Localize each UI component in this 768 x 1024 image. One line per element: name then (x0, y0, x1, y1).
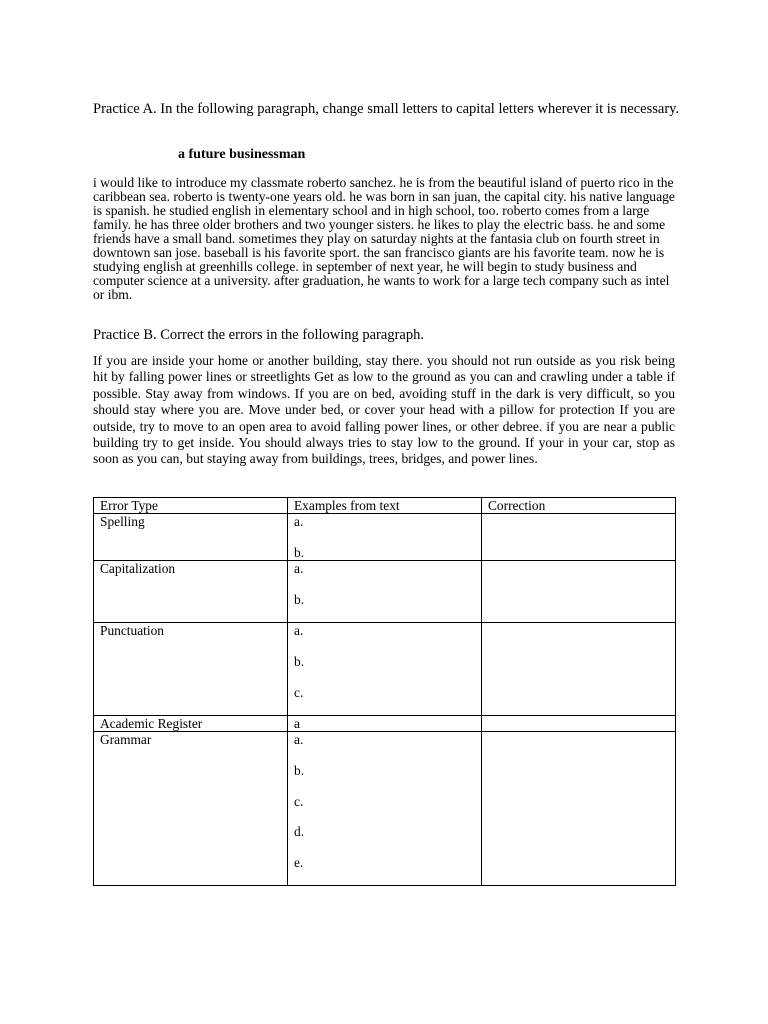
practice-b-paragraph (93, 353, 675, 468)
correction-cell[interactable] (482, 561, 676, 623)
correction-cell[interactable] (482, 732, 676, 886)
table-row (94, 732, 676, 886)
error-type-cell: Spelling (94, 514, 288, 561)
example-line: b. (294, 763, 305, 779)
example-line (294, 840, 475, 855)
table-row (94, 561, 676, 623)
correction-cell[interactable] (482, 716, 676, 732)
error-type-cell: Academic Register (94, 716, 288, 732)
example-line (294, 669, 475, 684)
example-line (294, 530, 475, 545)
example-line (294, 809, 475, 824)
example-line (294, 576, 475, 591)
header-correction: Correction (482, 498, 676, 514)
example-line (294, 748, 475, 763)
error-type-cell: Grammar (94, 732, 288, 886)
example-line: a. (294, 561, 304, 577)
example-line: e. (294, 854, 304, 870)
example-line (294, 639, 475, 654)
example-line (294, 607, 475, 622)
example-line: a. (294, 732, 304, 748)
practice-a-instruction: Practice A. In the following paragraph, change small letters to capital letters wherever it is necessary. (93, 101, 680, 117)
example-line: b. (294, 653, 305, 669)
examples-cell (288, 716, 482, 732)
practice-a-paragraph-text: i would like to introduce my classmate roberto sanchez. he is from the beautiful island of puerto rico in the caribbean sea. roberto is twenty-one years old. he was born in san juan, the capital city. his native language is spanish. he studied english in elementary school and in high school, too. roberto comes from a large family. he has three older brothers and two younger sisters. he likes to play the electric bass. he and some friends have a small band. sometimes they play on saturday nights at the fantasia club on fourth street in downtown san jose. baseball is his favorite sport. the san francisco giants are his favorite team. now he is studying english at greenhills college. in september of next year, he will begin to study business and computer science at a university. after graduation, he wants to work for a large tech company such as intel or ibm. (93, 175, 675, 302)
example-line: a (294, 716, 300, 732)
example-line (294, 700, 475, 715)
error-type-cell: Capitalization (94, 561, 288, 623)
examples-cell (288, 514, 482, 561)
error-type-cell: Punctuation (94, 623, 288, 716)
table-row (94, 514, 676, 561)
example-line: c. (294, 793, 304, 809)
examples-cell (288, 623, 482, 716)
practice-a-paragraph (93, 176, 675, 302)
example-line: c. (294, 684, 304, 700)
examples-cell (288, 561, 482, 623)
header-error-type: Error Type (94, 498, 288, 514)
example-line: b. (294, 544, 305, 560)
correction-cell[interactable] (482, 623, 676, 716)
example-line: b. (294, 591, 305, 607)
example-line: a. (294, 623, 304, 639)
example-line: d. (294, 824, 305, 840)
error-table (93, 497, 676, 886)
header-examples: Examples from text (288, 498, 482, 514)
table-header-row (94, 498, 676, 514)
correction-cell[interactable] (482, 514, 676, 561)
example-line: a. (294, 514, 304, 530)
practice-b-instruction: Practice B. Correct the errors in the following paragraph. (93, 327, 424, 343)
table-row (94, 623, 676, 716)
paragraph-title: a future businessman (178, 147, 306, 162)
example-line (294, 870, 475, 885)
practice-b-paragraph-text: If you are inside your home or another building, stay there. you should not run outside as you risk being hit by falling power lines or streetlights Get as low to the ground as you can and crawling under a table if possible. Stay away from windows. If you are on bed, avoiding stuff in the dark is very difficult, so you should stay where you are. Move under bed, or cover your head with a pillow for protection If you are outside, try to move to an open area to avoid falling power lines, or other debree. if you are near a public building try to get inside. You should always tries to stay low to the ground. If your in your car, stop as soon as you can, but staying away from buildings, trees, bridges, and power lines. (93, 353, 675, 467)
examples-cell (288, 732, 482, 886)
table-row (94, 716, 676, 732)
example-line (294, 778, 475, 793)
